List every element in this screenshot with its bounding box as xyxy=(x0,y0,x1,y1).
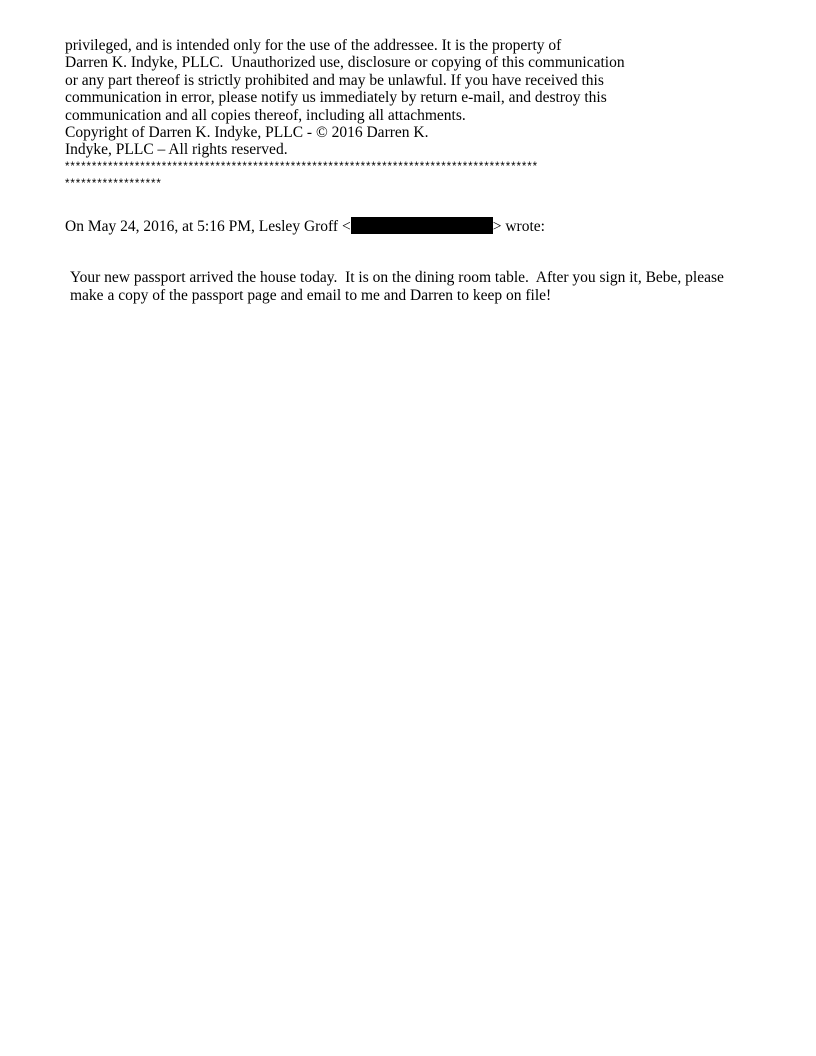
disclaimer-line: communication and all copies thereof, including all attachments. xyxy=(65,106,466,124)
redacted-email-address xyxy=(351,217,493,234)
quote-header-suffix: > wrote: xyxy=(492,218,545,235)
confidentiality-disclaimer xyxy=(65,37,765,194)
disclaimer-line: privileged, and is intended only for the use of the addressee. It is the property of xyxy=(65,37,562,54)
disclaimer-line: Darren K. Indyke, PLLC. Unauthorized use, disclosure or copying of this communication xyxy=(65,54,625,72)
disclaimer-line: communication in error, please notify us immediately by return e-mail, and destroy this xyxy=(65,89,607,107)
quote-header-prefix: On May 24, 2016, at 5:16 PM, Lesley Groff < xyxy=(65,218,351,235)
asterisk-separator: ****************** xyxy=(65,178,162,191)
quoted-email-header xyxy=(65,217,545,236)
quoted-email-body xyxy=(70,269,760,305)
message-line: Your new passport arrived the house today. It is on the dining room table. After you sign it, Bebe, please xyxy=(70,269,724,286)
copyright-line: Indyke, PLLC – All rights reserved. xyxy=(65,141,288,159)
disclaimer-line: or any part thereof is strictly prohibited and may be unlawful. If you have received this xyxy=(65,71,604,89)
message-line: make a copy of the passport page and email to me and Darren to keep on file! xyxy=(70,287,552,304)
asterisk-separator: **************************************************************************************** xyxy=(65,160,539,173)
copyright-line: Copyright of Darren K. Indyke, PLLC - © 2016 Darren K. xyxy=(65,123,429,141)
